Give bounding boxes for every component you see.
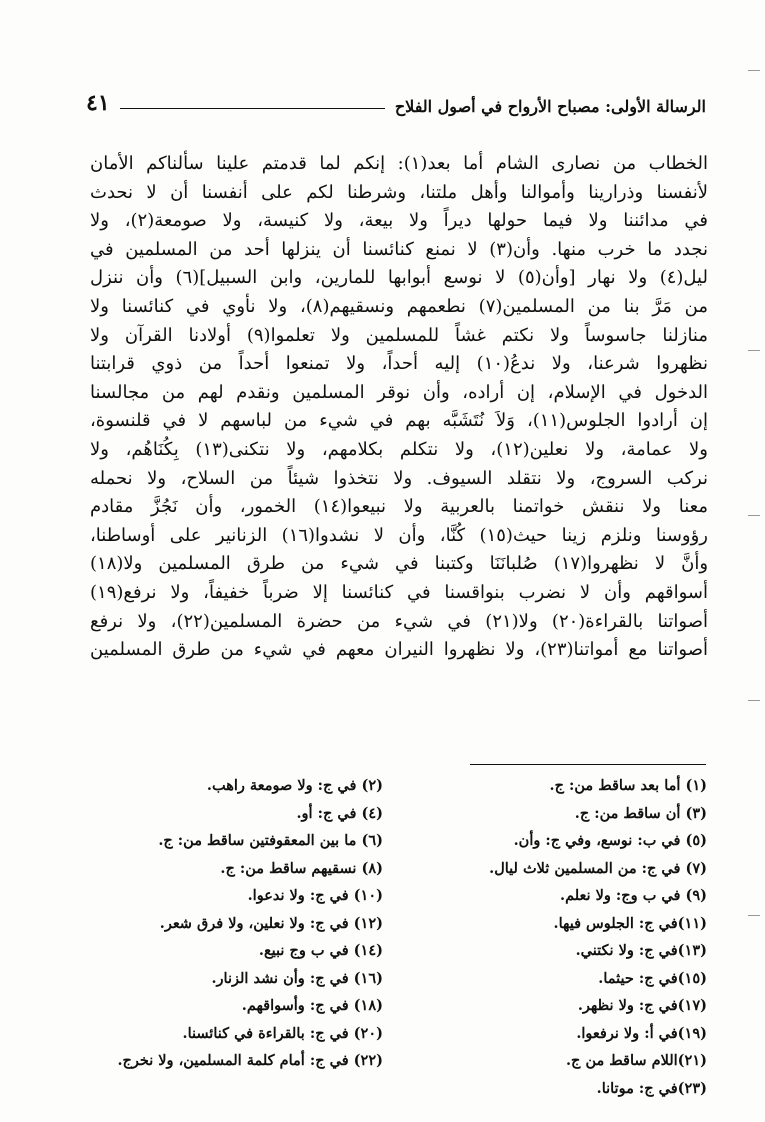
scan-edge-mark	[748, 70, 760, 71]
text-line: ولا عمامة، ولا نعلين(١٢)، ولا نتكلم بكلامهم، ولا نتكنى(١٣) بِكُنَاهُم، ولا	[90, 438, 708, 460]
footnote: (١٠) في ج: ولا ندعوا.	[247, 887, 383, 904]
scan-edge-mark	[748, 915, 760, 916]
footnote: (١) أما بعد ساقط من: ج.	[549, 777, 707, 794]
footnote: (٢١)اللام ساقط من ج.	[565, 1052, 707, 1069]
footnote: (٩) في ب وج: ولا نعلم.	[560, 887, 707, 904]
text-line: لأنفسنا وذرارينا وأموالنا وأهل ملتنا، وشرطنا لكم على أنفسنا أن لا نحدث	[90, 181, 708, 203]
text-line: رؤوسنا ونلزم زينا حيث(١٥) كُنَّا، وأن لا نشدوا(١٦) الزنانير على أوساطنا،	[90, 524, 708, 546]
text-line: أسواقهم وأن لا نضرب بنواقسنا في كنائسنا إلا ضرباً خفيفاً، ولا نرفع(١٩)	[90, 581, 708, 603]
scan-edge-mark	[748, 515, 760, 516]
text-line: من مَرَّ بنا من المسلمين(٧) نطعمهم ونسقيهم(٨)، ولا نأوي في كنائسنا ولا	[90, 295, 708, 317]
text-line: وأنَّ لا نظهروا(١٧) صُلبانَنَا وكتبنا في شيء من طرق المسلمين ولا(١٨)	[90, 553, 708, 575]
footnote: (١٤) في ب وج نبيع.	[258, 942, 383, 959]
footnote: (٧) في ج: من المسلمين ثلاث ليال.	[489, 859, 707, 877]
text-line: الدخول في الإسلام، إن أراده، وأن نوقر المسلمين ونقدم لهم من مجالسنا	[90, 381, 708, 403]
main-text	[90, 150, 708, 665]
text-line: نركب السروج، ولا نتقلد السيوف. ولا نتخذوا شيئاً من السلاح، ولا نحمله	[90, 467, 708, 489]
text-line: الخطاب من نصارى الشام أما بعد(١): إنكم لما قدمتم علينا سألناكم الأمان	[90, 153, 708, 174]
text-line: أصواتنا بالقراءة(٢٠) ولا(٢١) في شيء من حضرة المسلمين(٢٢)، ولا نرفع	[90, 610, 708, 632]
text-line: إن أرادوا الجلوس(١١)، وَلاَ نُتَشَبَّه بهم في شيء من لباسهم لا في قلنسوة،	[90, 410, 708, 432]
footnote: (١١)في ج: الجلوس فيها.	[553, 914, 707, 932]
text-line: نظهروا شرعنا، ولا ندعُ(١٠) إليه أحداً، ولا تمنعوا أحداً من ذوي قرابتنا	[90, 353, 708, 375]
footnote: (٦) ما بين المعقوفتين ساقط من: ج.	[158, 832, 383, 849]
page-number: ٤١	[86, 90, 110, 116]
footnote: (٢٣)في ج: موتانا.	[596, 1079, 707, 1097]
footnote: (١٩)في أ: ولا نرفعوا.	[576, 1024, 707, 1042]
footnote: (١٦) في ج: وأن نشد الزنار.	[211, 969, 383, 987]
footnote: (١٣)في ج: ولا نكتني.	[575, 942, 707, 959]
footnote: (٤) في ج: أو.	[296, 804, 383, 822]
footnotes-column-right	[419, 772, 707, 1102]
footnote: (٣) أن ساقط من: ج.	[574, 804, 707, 822]
text-line: نجدد ما خرب منها. وأن(٣) لا نمنع كنائسنا أن ينزلها أحد من المسلمين في	[90, 238, 708, 260]
footnote: (٢٠) في ج: بالقراءة في كنائسنا.	[182, 1024, 383, 1042]
text-line: في مدائننا ولا فيما حولها ديراً ولا بيعة، ولا كنيسة، ولا صومعة(٢)، ولا	[90, 210, 708, 232]
footnote: (١٨) في ج: وأسواقهم.	[241, 997, 383, 1014]
text-line: منازلنا جاسوساً ولا نكتم غشاً للمسلمين ولا تعلموا(٩) أولادنا القرآن ولا	[90, 324, 708, 346]
footnote: (٨) نسقيهم ساقط من: ج.	[220, 859, 383, 877]
text-line: ليل(٤) ولا نهار [وأن(٥) لا نوسع أبوابها للمارين، وابن السبيل](٦) وأن ننزل	[90, 267, 708, 289]
text-line: معنا ولا ننقش خواتمنا بالعربية ولا نبيعوا(١٤) الخمور، وأن نَجُزَّ مقادم	[90, 496, 708, 518]
running-header	[86, 82, 706, 116]
footnote: (٢) في ج: ولا صومعة راهب.	[206, 777, 383, 794]
footnote: (٥) في ب: نوسع، وفي ج: وأن.	[513, 832, 707, 849]
footnote: (١٢) في ج: ولا نعلين، ولا فرق شعر.	[159, 914, 383, 932]
footnote: (٢٢) في ج: أمام كلمة المسلمين، ولا نخرج.	[117, 1052, 383, 1069]
footnotes-column-left	[95, 772, 383, 1102]
text-line: أصواتنا مع أمواتنا(٢٣)، ولا نظهروا النيران معهم في شيء من طرق المسلمين	[90, 639, 708, 661]
footnote: (١٥)في ج: حيثما.	[598, 969, 707, 987]
footnote-divider	[470, 764, 706, 765]
footnotes	[95, 772, 707, 1102]
scan-edge-mark	[748, 700, 760, 701]
footnote: (١٧)في ج: ولا نظهر.	[577, 997, 707, 1014]
header-title: الرسالة الأولى: مصباح الأرواح في أصول الفلاح	[394, 97, 706, 116]
scan-edge-mark	[748, 350, 760, 351]
header-rule	[120, 108, 385, 109]
